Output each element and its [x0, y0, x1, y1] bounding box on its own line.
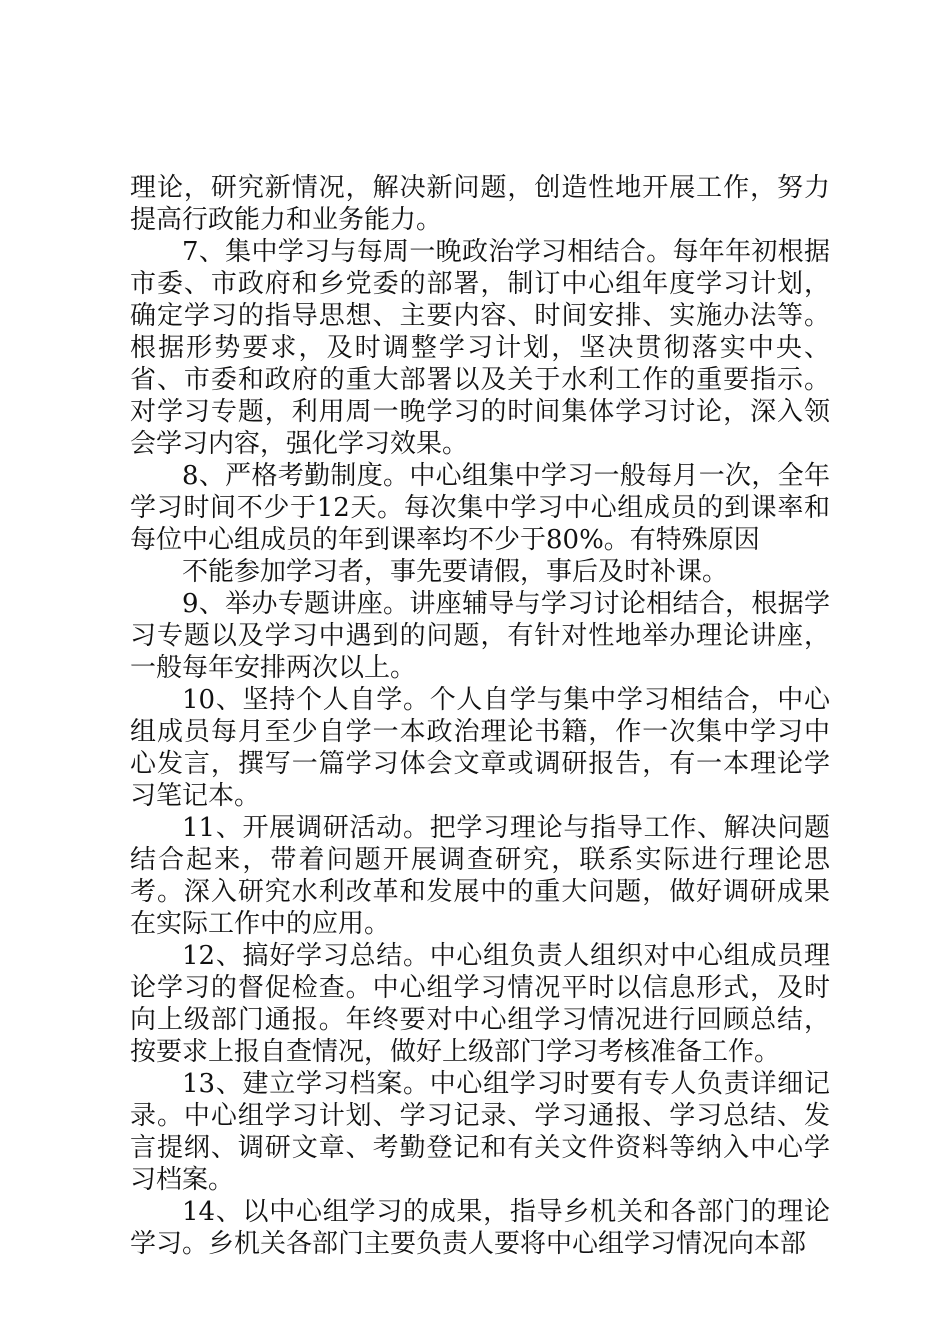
paragraph-item-8: 8、严格考勤制度。中心组集中学习一般每月一次，全年学习时间不少于12天。每次集中学习中心组成员的到课率和每位中心组成员的年到课率均不少于80%。有特殊原因	[130, 461, 830, 555]
paragraph-item-10: 10、坚持个人自学。个人自学与集中学习相结合，中心组成员每月至少自学一本政治理论书籍，作一次集中学习中心发言，撰写一篇学习体会文章或调研报告，有一本理论学习笔记本。	[130, 685, 830, 811]
paragraph-continuation: 理论，研究新情况，解决新问题，创造性地开展工作，努力提高行政能力和业务能力。	[130, 173, 830, 235]
document-body	[130, 172, 830, 1260]
paragraph-item-8-continued: 不能参加学习者，事先要请假，事后及时补课。	[182, 557, 729, 587]
paragraph-item-14: 14、以中心组学习的成果，指导乡机关和各部门的理论学习。乡机关各部门主要负责人要将中心组学习情况向本部	[130, 1197, 830, 1259]
paragraph-item-11: 11、开展调研活动。把学习理论与指导工作、解决问题结合起来，带着问题开展调查研究，联系实际进行理论思考。深入研究水利改革和发展中的重大问题，做好调研成果在实际工作中的应用。	[130, 813, 830, 939]
paragraph-item-7: 7、集中学习与每周一晚政治学习相结合。每年年初根据市委、市政府和乡党委的部署，制订中心组年度学习计划，确定学习的指导思想、主要内容、时间安排、实施办法等。根据形势要求，及时调整学习计划，坚决贯彻落实中央、省、市委和政府的重大部署以及关于水利工作的重要指示。对学习专题，利用周一晚学习的时间集体学习讨论，深入领会学习内容，强化学习效果。	[130, 237, 830, 459]
paragraph-item-9: 9、举办专题讲座。讲座辅导与学习讨论相结合，根据学习专题以及学习中遇到的问题，有针对性地举办理论讲座，一般每年安排两次以上。	[130, 589, 830, 683]
paragraph-item-12: 12、搞好学习总结。中心组负责人组织对中心组成员理论学习的督促检查。中心组学习情况平时以信息形式，及时向上级部门通报。年终要对中心组学习情况进行回顾总结，按要求上报自查情况，做好上级部门学习考核准备工作。	[130, 941, 830, 1067]
paragraph-item-13: 13、建立学习档案。中心组学习时要有专人负责详细记录。中心组学习计划、学习记录、学习通报、学习总结、发言提纲、调研文章、考勤登记和有关文件资料等纳入中心学习档案。	[130, 1069, 830, 1195]
